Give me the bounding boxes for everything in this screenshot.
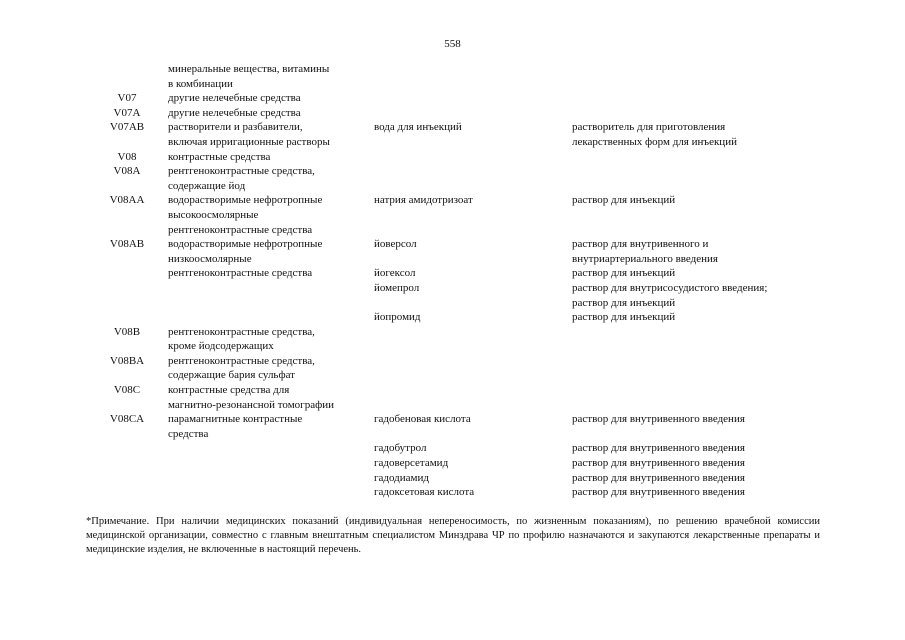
table-row: [86, 106, 812, 121]
atc-code-cell: [86, 310, 168, 325]
group-name-cell: [168, 62, 374, 91]
atc-code-cell: [86, 62, 168, 91]
dosage-form-cell: [572, 62, 812, 91]
table-row: [86, 310, 812, 325]
group-name-line: в комбинации: [168, 77, 233, 90]
dosage-form-cell: [572, 325, 812, 354]
dosage-form-cell: [572, 91, 812, 106]
atc-code: V08AA: [109, 194, 145, 207]
dosage-form-cell: [572, 383, 812, 412]
drug-name-line: вода для инъекций: [374, 121, 462, 134]
atc-code-cell: [86, 120, 168, 149]
group-name-line: включая ирригационные растворы: [168, 135, 330, 148]
dosage-form-line: лекарственных форм для инъекций: [572, 135, 737, 148]
group-name-line: рентгеноконтрастные средства,: [168, 325, 315, 338]
atc-table-body: [86, 62, 812, 500]
group-name-line: водорастворимые нефротропные: [168, 194, 323, 207]
atc-code: V08C: [113, 384, 141, 397]
table-row: [86, 441, 812, 456]
drug-name-cell: [374, 471, 572, 486]
atc-code-cell: [86, 106, 168, 121]
drug-name-line: йоверсол: [374, 238, 417, 251]
drug-name-cell: [374, 150, 572, 165]
atc-code: V07: [117, 92, 137, 105]
atc-code-cell: [86, 193, 168, 237]
drug-name-line: йопромид: [374, 311, 421, 324]
group-name-cell: [168, 383, 374, 412]
dosage-form-cell: [572, 456, 812, 471]
drug-name-cell: [374, 237, 572, 266]
group-name-line: магнитно-резонансной томографии: [168, 398, 334, 411]
group-name-line: рентгеноконтрастные средства: [168, 223, 313, 236]
dosage-form-line: раствор для инъекций: [572, 267, 676, 280]
dosage-form-cell: [572, 471, 812, 486]
dosage-form-cell: [572, 281, 812, 310]
dosage-form-cell: [572, 266, 812, 281]
atc-code: V07AB: [109, 121, 145, 134]
dosage-form-line: раствор для внутривенного введения: [572, 471, 745, 484]
group-name-cell: [168, 150, 374, 165]
group-name-cell: [168, 310, 374, 325]
dosage-form-line: раствор для инъекций: [572, 194, 676, 207]
atc-code: V08CA: [109, 413, 145, 426]
dosage-form-line: раствор для внутрисосудистого введения;: [572, 281, 768, 294]
dosage-form-cell: [572, 193, 812, 237]
group-name-line: парамагнитные контрастные: [168, 413, 303, 426]
table-row: [86, 471, 812, 486]
drug-name-cell: [374, 325, 572, 354]
group-name-cell: [168, 471, 374, 486]
dosage-form-line: внутриартериального введения: [572, 252, 718, 265]
group-name-line: содержащие йод: [168, 179, 246, 192]
group-name-line: растворители и разбавители,: [168, 121, 303, 134]
dosage-form-cell: [572, 237, 812, 266]
group-name-line: минеральные вещества, витамины: [168, 63, 330, 75]
drug-name-line: йомепрол: [374, 281, 420, 294]
table-row: [86, 120, 812, 149]
drug-name-cell: [374, 441, 572, 456]
atc-code: V08AB: [109, 238, 145, 251]
group-name-line: содержащие бария сульфат: [168, 369, 295, 382]
table-row: [86, 383, 812, 412]
table-row: [86, 485, 812, 500]
group-name-line: другие нелечебные средства: [168, 106, 301, 119]
drug-name-cell: [374, 456, 572, 471]
dosage-form-line: раствор для инъекций: [572, 296, 676, 309]
dosage-form-line: раствор для внутривенного введения: [572, 413, 745, 426]
table-row: [86, 281, 812, 310]
dosage-form-cell: [572, 412, 812, 441]
table-row: [86, 266, 812, 281]
atc-code-cell: [86, 164, 168, 193]
group-name-cell: [168, 325, 374, 354]
atc-code: V08B: [113, 325, 141, 338]
drug-name-cell: [374, 281, 572, 310]
atc-code-cell: [86, 91, 168, 106]
table-row: [86, 325, 812, 354]
group-name-line: низкоосмолярные: [168, 252, 252, 265]
drug-name-cell: [374, 91, 572, 106]
atc-drug-table: [86, 62, 812, 500]
dosage-form-cell: [572, 120, 812, 149]
group-name-line: другие нелечебные средства: [168, 92, 301, 105]
drug-name-line: гадоверсетамид: [374, 457, 449, 470]
group-name-cell: [168, 106, 374, 121]
group-name-cell: [168, 91, 374, 106]
group-name-line: средства: [168, 427, 209, 440]
table-row: [86, 456, 812, 471]
drug-name-cell: [374, 266, 572, 281]
group-name-line: контрастные средства для: [168, 384, 290, 397]
dosage-form-line: раствор для внутривенного введения: [572, 457, 745, 470]
drug-name-cell: [374, 62, 572, 91]
drug-name-cell: [374, 310, 572, 325]
dosage-form-cell: [572, 150, 812, 165]
dosage-form-cell: [572, 310, 812, 325]
group-name-cell: [168, 456, 374, 471]
drug-name-cell: [374, 106, 572, 121]
group-name-line: рентгеноконтрастные средства: [168, 267, 313, 280]
table-row: [86, 150, 812, 165]
atc-code-cell: [86, 383, 168, 412]
atc-code-cell: [86, 281, 168, 310]
drug-name-cell: [374, 412, 572, 441]
group-name-cell: [168, 237, 374, 266]
drug-name-line: гадодиамид: [374, 471, 429, 484]
drug-name-line: йогексол: [374, 267, 416, 280]
dosage-form-line: растворитель для приготовления: [572, 121, 726, 134]
table-row: [86, 62, 812, 91]
table-row: [86, 164, 812, 193]
drug-name-cell: [374, 120, 572, 149]
atc-code-cell: [86, 456, 168, 471]
group-name-cell: [168, 412, 374, 441]
group-name-cell: [168, 354, 374, 383]
dosage-form-line: раствор для инъекций: [572, 311, 676, 324]
footnote: *Примечание. При наличии медицинских показаний (индивидуальная непереносимость, по жизненным показаниям), по решению врачебной комиссии медицинской организации, совместно с главным внештатным специалистом Минздрава ЧР по профилю назначаются и закупаются лекарственные препараты и медицинские изделия, не включенные в настоящий перечень.: [86, 515, 820, 555]
drug-name-cell: [374, 485, 572, 500]
page-number: 558: [444, 38, 461, 50]
drug-name-line: гадоксетовая кислота: [374, 486, 475, 499]
table-row: [86, 237, 812, 266]
atc-code-cell: [86, 485, 168, 500]
atc-code-cell: [86, 471, 168, 486]
group-name-cell: [168, 281, 374, 310]
group-name-line: контрастные средства: [168, 150, 271, 163]
atc-code-cell: [86, 150, 168, 165]
group-name-line: рентгеноконтрастные средства,: [168, 165, 315, 178]
dosage-form-cell: [572, 485, 812, 500]
atc-code: V08: [117, 150, 137, 163]
table-row: [86, 354, 812, 383]
dosage-form-cell: [572, 441, 812, 456]
table-row: [86, 193, 812, 237]
dosage-form-line: раствор для внутривенного введения: [572, 442, 745, 455]
table-row: [86, 412, 812, 441]
drug-name-cell: [374, 383, 572, 412]
atc-code-cell: [86, 354, 168, 383]
dosage-form-cell: [572, 354, 812, 383]
drug-name-line: гадобутрол: [374, 442, 427, 455]
group-name-line: рентгеноконтрастные средства,: [168, 354, 315, 367]
atc-code-cell: [86, 325, 168, 354]
dosage-form-cell: [572, 106, 812, 121]
drug-name-cell: [374, 354, 572, 383]
atc-code-cell: [86, 237, 168, 266]
group-name-line: кроме йодсодержащих: [168, 340, 274, 353]
group-name-cell: [168, 164, 374, 193]
group-name-line: водорастворимые нефротропные: [168, 238, 323, 251]
drug-name-line: гадобеновая кислота: [374, 413, 471, 426]
atc-code: V08A: [113, 165, 141, 178]
group-name-cell: [168, 485, 374, 500]
dosage-form-line: раствор для внутривенного и: [572, 238, 709, 251]
group-name-cell: [168, 193, 374, 237]
atc-code-cell: [86, 266, 168, 281]
drug-name-cell: [374, 193, 572, 237]
group-name-cell: [168, 266, 374, 281]
drug-name-cell: [374, 164, 572, 193]
atc-code-cell: [86, 412, 168, 441]
group-name-cell: [168, 441, 374, 456]
table-row: [86, 91, 812, 106]
dosage-form-cell: [572, 164, 812, 193]
atc-code: V08BA: [109, 354, 145, 367]
group-name-line: высокоосмолярные: [168, 208, 259, 221]
atc-code-cell: [86, 441, 168, 456]
group-name-cell: [168, 120, 374, 149]
atc-code: V07A: [113, 106, 141, 119]
dosage-form-line: раствор для внутривенного введения: [572, 486, 745, 499]
drug-name-line: натрия амидотризоат: [374, 194, 473, 207]
